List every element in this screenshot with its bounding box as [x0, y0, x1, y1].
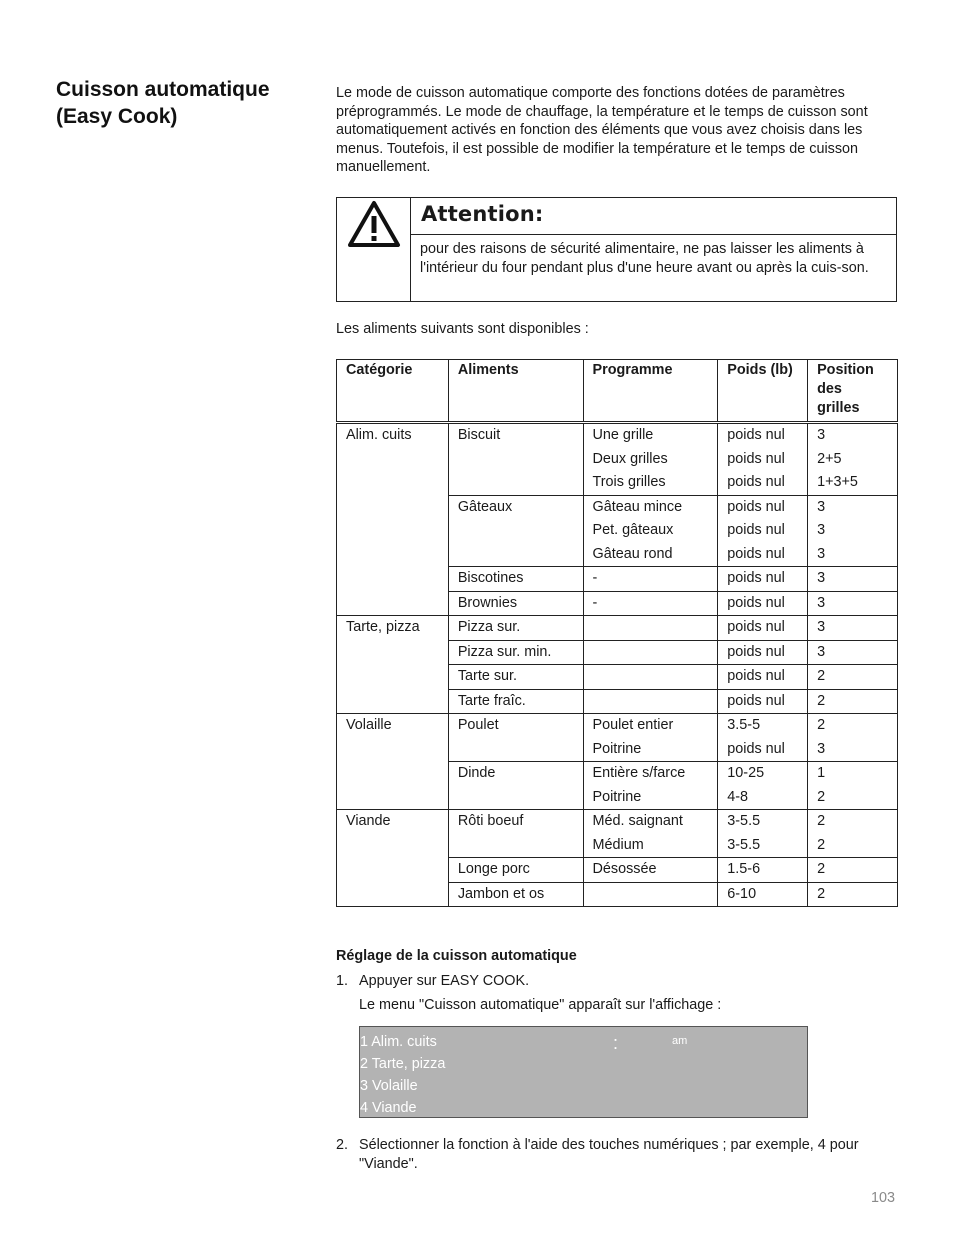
oven-display — [359, 1026, 808, 1118]
cell-weight: poids nul — [718, 616, 808, 641]
attention-icon-cell — [337, 198, 411, 301]
subheading: Réglage de la cuisson automatique — [336, 948, 577, 964]
step-2-number: 2. — [336, 1137, 349, 1153]
step-1-note: Le menu "Cuisson automatique" apparaît sur l'affichage : — [359, 997, 722, 1013]
cell-program: Entière s/farce Poitrine — [583, 762, 718, 810]
cell-program: Poulet entier Poitrine — [583, 714, 718, 762]
display-line-1: 1 Alim. cuits — [360, 1034, 437, 1050]
cell-weight: poids nul — [718, 665, 808, 690]
cell-food: Jambon et os — [448, 882, 583, 907]
cell-program: Une grille Deux grilles Trois grilles — [583, 423, 718, 496]
cell-weight: 3.5-5 poids nul — [718, 714, 808, 762]
display-line-3: 3 Volaille — [360, 1078, 418, 1094]
cell-position: 1 2 — [808, 762, 898, 810]
cell-food: Biscuit — [448, 423, 583, 496]
section-title-line2: (Easy Cook) — [56, 105, 178, 128]
step-2-text: Sélectionner la fonction à l'aide des touches numériques ; par exemple, 4 pour "Viande". — [359, 1137, 859, 1172]
step-1-number: 1. — [336, 973, 349, 989]
cell-food: Dinde — [448, 762, 583, 810]
header-food: Aliments — [448, 360, 583, 423]
cell-position: 3 — [808, 640, 898, 665]
page-number: 103 — [871, 1190, 896, 1206]
cell-food: Pizza sur. min. — [448, 640, 583, 665]
header-category: Catégorie — [337, 360, 449, 423]
cell-food: Tarte fraîc. — [448, 689, 583, 714]
cell-food: Longe porc — [448, 858, 583, 883]
cell-category: Viande — [337, 810, 449, 907]
cell-position: 2 — [808, 665, 898, 690]
cell-program — [583, 689, 718, 714]
cell-program: Désossée — [583, 858, 718, 883]
cell-food: Gâteaux — [448, 495, 583, 567]
cell-position: 2 2 — [808, 810, 898, 858]
cell-position: 2 — [808, 689, 898, 714]
cell-food: Brownies — [448, 591, 583, 616]
display-clock-colon: : — [613, 1033, 619, 1053]
cell-program — [583, 882, 718, 907]
cell-position: 3 — [808, 567, 898, 592]
cell-weight: 1.5-6 — [718, 858, 808, 883]
cell-position: 3 — [808, 591, 898, 616]
cell-food: Rôti boeuf — [448, 810, 583, 858]
cell-weight: 3-5.5 3-5.5 — [718, 810, 808, 858]
cell-weight: 10-25 4-8 — [718, 762, 808, 810]
header-weight: Poids (lb) — [718, 360, 808, 423]
header-program: Programme — [583, 360, 718, 423]
table-row — [337, 810, 898, 858]
cell-program — [583, 616, 718, 641]
cell-weight: poids nul poids nul poids nul — [718, 423, 808, 496]
cell-food: Poulet — [448, 714, 583, 762]
cell-position: 2 — [808, 858, 898, 883]
cell-food: Pizza sur. — [448, 616, 583, 641]
cell-program — [583, 640, 718, 665]
cell-program: Gâteau mince Pet. gâteaux Gâteau rond — [583, 495, 718, 567]
cell-program — [583, 665, 718, 690]
section-title-line1: Cuisson automatique — [56, 78, 270, 101]
cell-program: - — [583, 591, 718, 616]
cell-position: 2 — [808, 882, 898, 907]
foods-table — [336, 359, 898, 907]
cell-weight: poids nul poids nul poids nul — [718, 495, 808, 567]
cell-position: 3 3 3 — [808, 495, 898, 567]
attention-divider — [411, 234, 896, 235]
table-header-row — [337, 360, 898, 423]
cell-category: Volaille — [337, 714, 449, 810]
header-rack-position: Position des grilles — [808, 360, 898, 423]
display-line-2: 2 Tarte, pizza — [360, 1056, 446, 1072]
cell-weight: poids nul — [718, 567, 808, 592]
section-title — [56, 76, 306, 130]
attention-body: pour des raisons de sécurité alimentaire, ne pas laisser les aliments à l'intérieur du four pendant plus d'une heure avant ou après la cuis-son. — [420, 241, 869, 276]
cell-category: Alim. cuits — [337, 423, 449, 616]
table-row — [337, 616, 898, 641]
step-1-text: Appuyer sur EASY COOK. — [359, 973, 530, 989]
cell-category: Tarte, pizza — [337, 616, 449, 714]
cell-food: Biscotines — [448, 567, 583, 592]
cell-weight: poids nul — [718, 689, 808, 714]
cell-position: 3 2+5 1+3+5 — [808, 423, 898, 496]
cell-program: - — [583, 567, 718, 592]
warning-triangle-icon — [347, 199, 401, 249]
cell-weight: poids nul — [718, 640, 808, 665]
table-row — [337, 423, 898, 496]
cell-food: Tarte sur. — [448, 665, 583, 690]
cell-program: Méd. saignant Médium — [583, 810, 718, 858]
display-line-4: 4 Viande — [360, 1100, 417, 1116]
cell-position: 2 3 — [808, 714, 898, 762]
table-row — [337, 714, 898, 762]
intro-paragraph: Le mode de cuisson automatique comporte des fonctions dotées de paramètres préprogrammés. Le mode de chauffage, la température et le temps de cuisson sont automatiquement activés en fonction des éléments que vous avez choisis dans les menus. Toutefois, il est possible de modifier la température et le temps de cuisson manuellement. — [336, 85, 868, 176]
attention-box — [336, 197, 897, 302]
cell-weight: poids nul — [718, 591, 808, 616]
cell-position: 3 — [808, 616, 898, 641]
display-ampm: am — [672, 1035, 688, 1047]
available-foods-text: Les aliments suivants sont disponibles : — [336, 321, 589, 337]
cell-weight: 6-10 — [718, 882, 808, 907]
attention-title: Attention: — [421, 202, 544, 226]
